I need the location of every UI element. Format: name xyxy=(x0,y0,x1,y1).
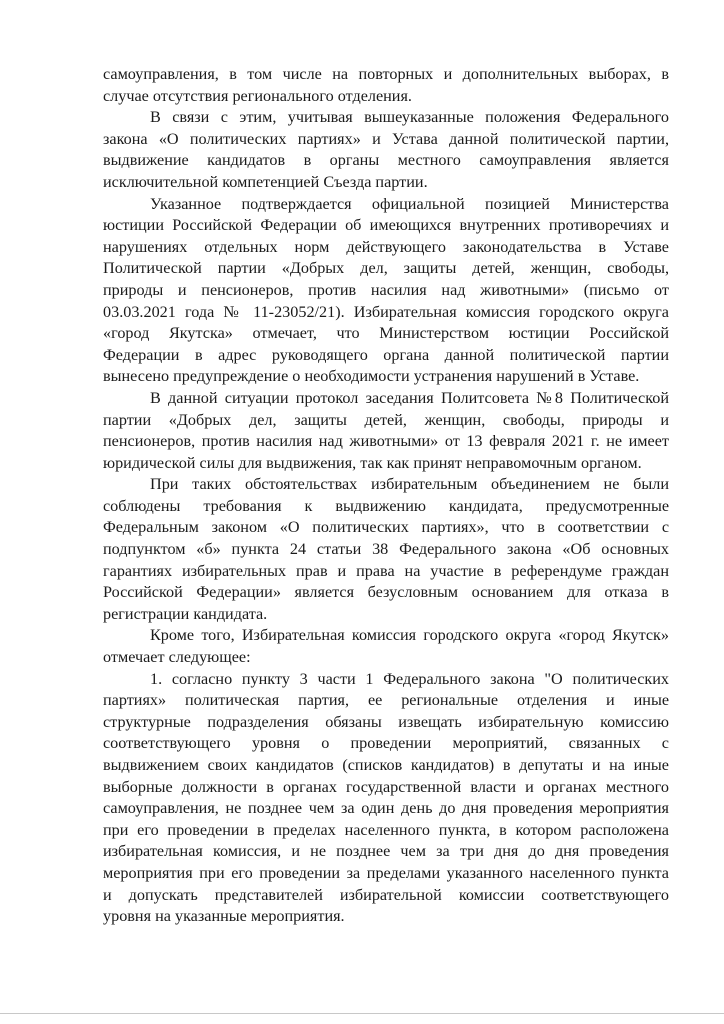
text-line: партии «Добрых дел, защиты детей, женщин, свободы, природы и xyxy=(103,410,669,429)
text-line: Федерации в адрес руководящего органа данной политической партии xyxy=(103,345,669,364)
text-line: Политической партии «Добрых дел, защиты детей, женщин, свободы, xyxy=(103,259,669,278)
text-line: уровня на указанные мероприятия. xyxy=(103,907,345,926)
paragraph-refusal-grounds xyxy=(103,474,669,625)
text-line: самоуправления, не позднее чем за один день до дня проведения мероприятия xyxy=(103,799,669,818)
text-line: нарушениях отдельных норм действующего законодательства в Уставе xyxy=(103,237,669,256)
text-line: «город Якутска» отмечает, что Министерством юстиции Российской xyxy=(103,324,669,343)
text-line: избирательная комиссия, и не позднее чем за три дня до дня проведения xyxy=(103,842,669,861)
text-line: Российской Федерации» является безусловным основанием для отказа в xyxy=(103,583,669,602)
paragraph-congress-competence xyxy=(103,107,669,193)
paragraph-ministry-position xyxy=(103,194,669,388)
text-line: выборные должности в органах государственной власти и органах местного xyxy=(103,777,669,796)
text-line: 1. согласно пункту 3 части 1 Федерального закона "О политических xyxy=(150,669,669,688)
text-line: самоуправления, в том числе на повторных и дополнительных выборах, в xyxy=(103,65,669,83)
text-line: Федеральным законом «О политических партиях», что в соответствии с xyxy=(103,518,669,537)
text-line: и допускать представителей избирательной комиссии соответствующего xyxy=(103,885,669,904)
text-line: природы и пенсионеров, против насилия над животными» (письмо от xyxy=(103,280,669,299)
text-line: Указанное подтверждается официальной позицией Министерства xyxy=(150,194,669,213)
text-line: вынесено предупреждение о необходимости устранения нарушений в Уставе. xyxy=(103,367,640,386)
text-line: исключительной компетенцией Съезда партии. xyxy=(103,172,428,191)
text-line: подпунктом «б» пункта 24 статьи 38 Федерального закона «Об основных xyxy=(103,540,669,559)
text-line: соответствующего уровня о проведении мероприятий, связанных с xyxy=(103,734,669,753)
text-line: регистрации кандидата. xyxy=(103,604,268,623)
paragraph-protocol-invalid xyxy=(103,388,669,474)
text-line: соблюдены требования к выдвижению кандидата, предусмотренные xyxy=(103,496,669,515)
text-line: 03.03.2021 года № 11-23052/21). Избирательная комиссия городского округа xyxy=(103,302,669,321)
paragraph-continuation xyxy=(103,64,669,107)
text-line: выдвижением своих кандидатов (списков кандидатов) в депутаты и на иные xyxy=(103,756,669,774)
text-line: случае отсутствия регионального отделения. xyxy=(103,86,412,105)
text-line: партиях» политическая партия, ее региональные отделения и иные xyxy=(103,691,669,710)
text-line: Кроме того, Избирательная комиссия городского округа «город Якутск» xyxy=(150,626,669,645)
text-line: юридической силы для выдвижения, так как принят неправомочным органом. xyxy=(103,453,642,472)
text-line: юстиции Российской Федерации об имеющихся внутренних противоречиях и xyxy=(103,216,669,235)
text-line: закона «О политических партиях» и Устава данной политической партии, xyxy=(103,129,669,148)
paragraph-additionally xyxy=(103,625,669,668)
text-line: выдвижение кандидатов в органы местного самоуправления является xyxy=(103,151,669,170)
text-line: при его проведении в пределах населенного пункта, в котором расположена xyxy=(103,820,669,839)
text-line: структурные подразделения обязаны извещать избирательную комиссию xyxy=(103,712,669,731)
text-line: отмечает следующее: xyxy=(103,648,251,667)
text-line: В данной ситуации протокол заседания Политсовета №8 Политической xyxy=(150,388,669,407)
text-line: В связи с этим, учитывая вышеуказанные положения Федерального xyxy=(150,108,669,127)
text-line: пенсионеров, против насилия над животными» от 13 февраля 2021 г. не имеет xyxy=(103,432,669,451)
document-page xyxy=(103,64,669,928)
text-line: При таких обстоятельствах избирательным объединением не были xyxy=(150,475,669,494)
text-line: гарантиях избирательных прав и права на участие в референдуме граждан xyxy=(103,561,669,580)
paragraph-item-1 xyxy=(103,669,669,928)
scan-edge-line xyxy=(0,1013,724,1014)
text-line: мероприятия при его проведении за пределами указанного населенного пункта xyxy=(103,863,669,882)
